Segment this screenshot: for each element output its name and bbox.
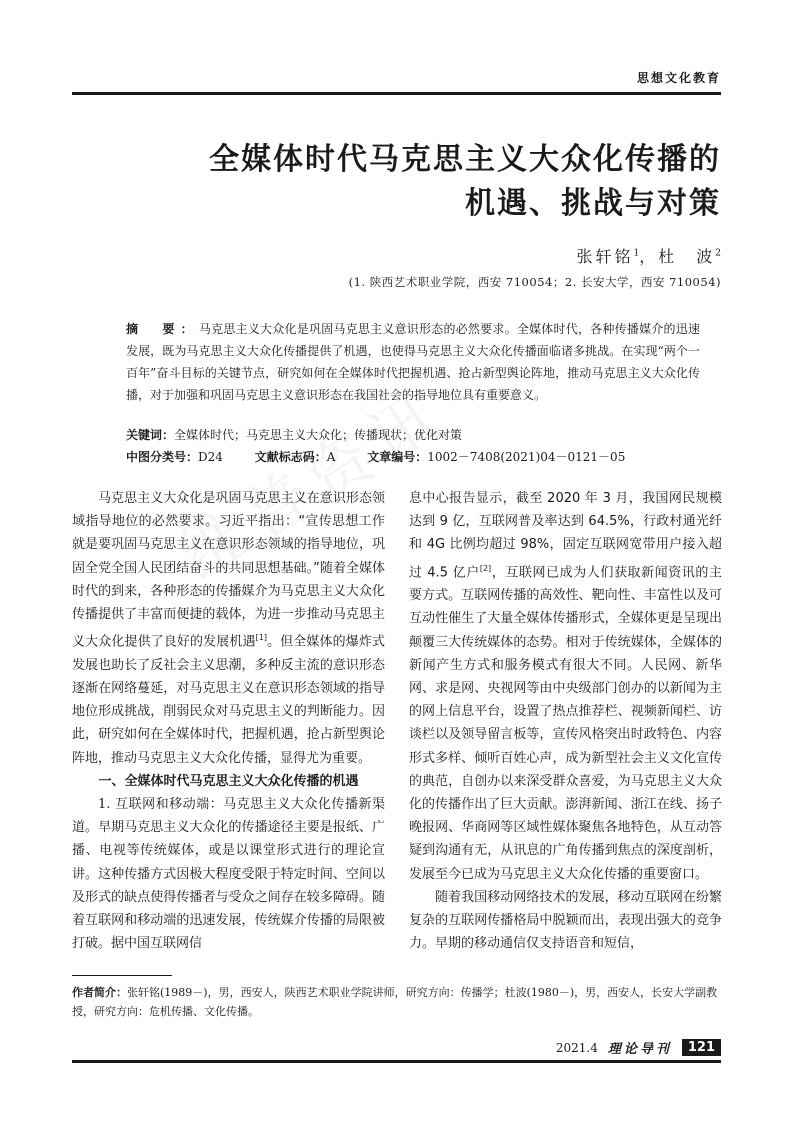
- keywords-label: 关键词：: [126, 428, 175, 442]
- subsection-label: 1. 互联网和移动端：马克思主义大众化传播新渠道。: [72, 796, 385, 836]
- author-mark: 2: [715, 248, 721, 259]
- body-column-left: [72, 487, 385, 955]
- citation-ref: [2]: [479, 563, 492, 573]
- section-label: 思想文化教育: [636, 71, 721, 85]
- title-line-2: 机遇、挑战与对策: [465, 186, 721, 221]
- class-label: 中图分类号：: [126, 450, 199, 464]
- abstract-label: 摘 要：: [126, 322, 199, 336]
- author-mark: 1: [633, 248, 640, 259]
- article-number-label: 文章编号：: [367, 450, 428, 464]
- body-column-right: [409, 487, 722, 955]
- footnote-label: 作者简介：: [72, 986, 127, 999]
- author-separator: ，: [639, 247, 659, 266]
- author-name: 张轩铭: [576, 247, 634, 266]
- doc-code-label: 文献标志码：: [254, 450, 327, 464]
- abstract: [126, 318, 700, 406]
- article-title: [101, 138, 721, 226]
- issue-date: 2021.4: [555, 1040, 598, 1055]
- abstract-text: 马克思主义大众化是巩固马克思主义意识形态的必然要求。全媒体时代，各种传播媒介的迅速发展，既为马克思主义大众化传播提供了机遇，也使得马克思主义大众化传播面临诸多挑战。在实现“两个一百年”奋斗目标的关键节点，研究如何在全媒体时代把握机遇、抢占新型舆论阵地，推动马克思主义大众化传播，对于加强和巩固马克思主义意识形态在我国社会的指导地位具有重要意义。: [126, 322, 700, 402]
- footnote-rule: [72, 975, 172, 976]
- author-footnote: [72, 983, 722, 1021]
- title-line-1: 全媒体时代马克思主义大众化传播的: [209, 142, 721, 177]
- keywords: [126, 426, 716, 443]
- class-value: D24: [198, 450, 223, 464]
- citation-ref: [1]: [255, 633, 267, 643]
- keywords-text: 全媒体时代；马克思主义大众化；传播现状；优化对策: [174, 428, 463, 442]
- authors: [576, 244, 721, 267]
- body-paragraph: 随着我国移动网络技术的发展，移动互联网在纷繁复杂的互联网传播格局中脱颖而出，表现出强大的竞争力。早期的移动通信仅支持语音和短信，: [409, 889, 722, 952]
- affiliation: (1. 陕西艺术职业学院，西安 710054；2. 长安大学，西安 710054): [348, 275, 721, 289]
- author-name: 杜 波: [658, 247, 716, 266]
- article-number-value: 1002－7408(2021)04－0121－05: [427, 450, 626, 464]
- body-paragraph: 1. 互联网和移动端：马克思主义大众化传播新渠道。早期马克思主义大众化的传播途径主要是报纸、广播、电视等传统媒体，或是以课堂形式进行的理论宣讲。这种传播方式因极大程度受限于特定时间、空间以及形式的缺点使得传播者与受众之间存在较多障碍。随着互联网和移动端的迅速发展，传统媒介传播的局限被打破。据中国互联网信: [72, 796, 385, 952]
- header-rule: [72, 92, 721, 95]
- classification-line: [126, 448, 716, 465]
- doc-code-value: A: [326, 450, 336, 464]
- page-folio: [556, 1038, 721, 1057]
- body-paragraph: 息中心报告显示，截至 2020 年 3 月，我国网民规模达到 9 亿，互联网普及率达到 64.5%，行政村通光纤和 4G 比例均超过 98%，固定互联网宽带用户接入超过 4.5 亿户[2]，互联网已成为人们获取新闻资讯的主要方式。互联网传播的高效性、靶向性、丰富性以及可互动性催生了大量全媒体传播形式，全媒体更是呈现出颠覆三大传统媒体的态势。相对于传统媒体，全媒体的新闻产生方式和服务模式有很大不同。人民网、新华网、求是网、央视网等由中央级部门创办的以新闻为主的网上信息平台，设置了热点推荐栏、视频新闻栏、访谈栏以及领导留言板等，宣传风格突出时政特色、内容形式多样、倾听百姓心声，成为新型社会主义文化宣传的典范，自创办以来深受群众喜爱，为马克思主义大众化的传播作出了巨大贡献。澎湃新闻、浙江在线、扬子晚报网、华商网等区域性媒体聚焦各地特色，从互动答疑到沟通有无，从讯息的广角传播到焦点的深度剖析，发展至今已成为马克思主义大众化传播的重要窗口。: [409, 491, 722, 882]
- page-number: 121: [682, 1039, 721, 1056]
- section-heading: 一、全媒体时代马克思主义大众化传播的机遇: [98, 773, 359, 789]
- journal-name: 理论导刊: [607, 1042, 672, 1057]
- footnote-text: 张轩铭(1989－)，男，西安人，陕西艺术职业学院讲师，研究方向：传播学；杜波(1980－)，男，西安人，长安大学副教授，研究方向：危机传播、文化传播。: [72, 986, 718, 1018]
- footer-rule: [72, 1060, 721, 1063]
- body-paragraph: 马克思主义大众化是巩固马克思主义在意识形态领域指导地位的必然要求。习近平指出：“宣传思想工作就是要巩固马克思主义在意识形态领域的指导地位，巩固全党全国人民团结奋斗的共同思想基础。”随着全媒体时代的到来，各种形态的传播媒介为马克思主义大众化传播提供了丰富而便捷的载体，为进一步推动马克思主义大众化提供了良好的发展机遇[1]。但全媒体的爆炸式发展也助长了反社会主义思潮，多种反主流的意识形态逐渐在网络蔓延，对马克思主义在意识形态领域的指导地位形成挑战，削弱民众对马克思主义的判断能力。因此，研究如何在全媒体时代，把握机遇，抢占新型舆论阵地，推动马克思主义大众化传播，显得尤为重要。: [72, 491, 385, 766]
